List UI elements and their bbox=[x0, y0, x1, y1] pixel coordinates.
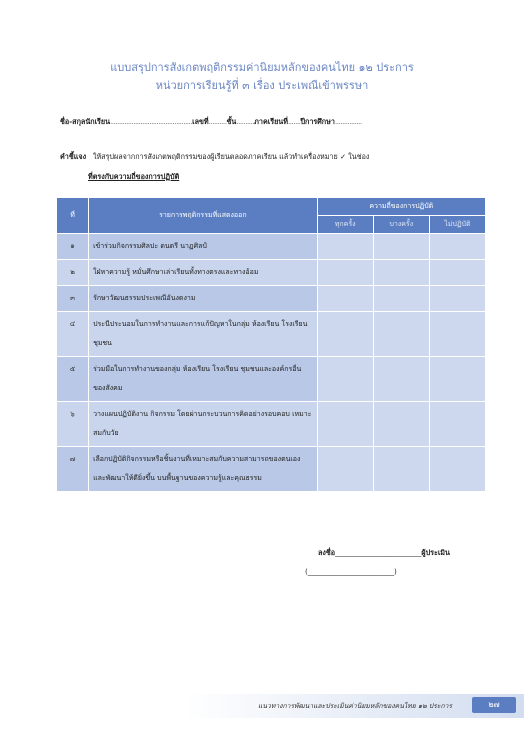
row-text: ร่วมมือในการทำงานของกลุ่ม ห้องเรียน โรงเรียน ชุมชนและองค์กรอื่นของสังคม bbox=[89, 357, 318, 402]
check-always[interactable] bbox=[317, 260, 373, 286]
check-never[interactable] bbox=[429, 286, 485, 312]
name-field[interactable]: .............................................. bbox=[110, 117, 193, 126]
header-item: รายการพฤติกรรมที่แสดงออก bbox=[89, 198, 318, 234]
table-row bbox=[57, 312, 486, 357]
table-row bbox=[57, 402, 486, 447]
row-number: ๗ bbox=[57, 447, 89, 492]
row-text: รักษาวัฒนธรรมประเพณีอันงดงาม bbox=[89, 286, 318, 312]
check-always[interactable] bbox=[317, 447, 373, 492]
student-info-line bbox=[60, 117, 485, 128]
header-always: ทุกครั้ง bbox=[317, 216, 373, 234]
signature-field[interactable]: ________________________ bbox=[335, 548, 422, 557]
row-number: ๓ bbox=[57, 286, 89, 312]
row-number: ๕ bbox=[57, 357, 89, 402]
check-never[interactable] bbox=[429, 357, 485, 402]
table-row bbox=[57, 286, 486, 312]
semester-field[interactable]: ....... bbox=[287, 117, 301, 126]
printed-name-field[interactable]: (________________________) bbox=[305, 567, 397, 576]
check-sometimes[interactable] bbox=[373, 357, 429, 402]
semester-label: ภาคเรียนที่ bbox=[254, 117, 288, 126]
check-never[interactable] bbox=[429, 312, 485, 357]
check-always[interactable] bbox=[317, 357, 373, 402]
check-sometimes[interactable] bbox=[373, 260, 429, 286]
header-never: ไม่ปฏิบัติ bbox=[429, 216, 485, 234]
check-always[interactable] bbox=[317, 312, 373, 357]
check-always[interactable] bbox=[317, 286, 373, 312]
check-never[interactable] bbox=[429, 447, 485, 492]
evaluator-label: ผู้ประเมิน bbox=[421, 548, 450, 557]
instructions-line2: ที่ตรงกับความถี่ของการปฏิบัติ bbox=[88, 172, 180, 181]
page-subtitle: หน่วยการเรียนรู้ที่ ๓ เรื่อง ประเพณีเข้าพรรษา bbox=[155, 79, 369, 92]
instructions-text: ให้สรุปผลจากการสังเกตพฤติกรรมของผู้เรียนตลอดภาคเรียน แล้วทำเครื่องหมาย ✓ ในช่อง bbox=[92, 152, 370, 161]
table-row bbox=[57, 234, 486, 260]
row-number: ๒ bbox=[57, 260, 89, 286]
check-never[interactable] bbox=[429, 234, 485, 260]
header-no: ที่ bbox=[57, 198, 89, 234]
row-text: ใฝ่หาความรู้ หมั่นศึกษาเล่าเรียนทั้งทางตรงและทางอ้อม bbox=[89, 260, 318, 286]
behavior-table bbox=[56, 197, 486, 492]
table-row bbox=[57, 260, 486, 286]
instructions-label: คำชี้แจง bbox=[60, 152, 87, 161]
class-field[interactable]: .......... bbox=[236, 117, 255, 126]
year-label: ปีการศึกษา bbox=[300, 117, 335, 126]
row-text: ประนีประนอมในการทำงานและการแก้ปัญหาในกลุ่ม ห้องเรียน โรงเรียน ชุมชน bbox=[89, 312, 318, 357]
row-number: ๖ bbox=[57, 402, 89, 447]
row-text: เลือกปฏิบัติกิจกรรมหรือชิ้นงานที่เหมาะสมกับความสามารถของตนเองและพัฒนาให้ดียิ่งขึ้น บนพื้นฐานของความรู้และคุณธรรม bbox=[89, 447, 318, 492]
check-sometimes[interactable] bbox=[373, 402, 429, 447]
instructions bbox=[60, 152, 490, 163]
table-row bbox=[57, 447, 486, 492]
check-never[interactable] bbox=[429, 402, 485, 447]
name-label: ชื่อ-สกุลนักเรียน bbox=[60, 117, 111, 126]
class-label: ชั้น bbox=[226, 117, 237, 126]
number-label: เลขที่ bbox=[192, 117, 209, 126]
check-sometimes[interactable] bbox=[373, 447, 429, 492]
row-text: เข้าร่วมกิจกรรมศิลปะ ดนตรี นาฏศิลป์ bbox=[89, 234, 318, 260]
row-text: วางแผนปฏิบัติงาน กิจกรรม โดยผ่านกระบวนการคิดอย่างรอบคอบ เหมาะสมกับวัย bbox=[89, 402, 318, 447]
check-sometimes[interactable] bbox=[373, 234, 429, 260]
check-always[interactable] bbox=[317, 402, 373, 447]
year-field[interactable]: ............... bbox=[334, 117, 362, 126]
table-row bbox=[57, 357, 486, 402]
signature-label: ลงชื่อ bbox=[318, 548, 336, 557]
page-number: ๒๗ bbox=[472, 697, 516, 713]
row-number: ๑ bbox=[57, 234, 89, 260]
header-sometimes: บางครั้ง bbox=[373, 216, 429, 234]
page-title: แบบสรุปการสังเกตพฤติกรรมค่านิยมหลักของคนไทย ๑๒ ประการ bbox=[110, 61, 414, 74]
row-number: ๔ bbox=[57, 312, 89, 357]
footer-text: แนวทางการพัฒนาและประเมินค่านิยมหลักของคนไทย ๑๒ ประการ bbox=[258, 702, 453, 710]
check-sometimes[interactable] bbox=[373, 312, 429, 357]
check-never[interactable] bbox=[429, 260, 485, 286]
check-always[interactable] bbox=[317, 234, 373, 260]
header-frequency: ความถี่ของการปฏิบัติ bbox=[317, 198, 485, 216]
number-field[interactable]: .......... bbox=[208, 117, 227, 126]
check-sometimes[interactable] bbox=[373, 286, 429, 312]
signature-line bbox=[318, 548, 450, 559]
